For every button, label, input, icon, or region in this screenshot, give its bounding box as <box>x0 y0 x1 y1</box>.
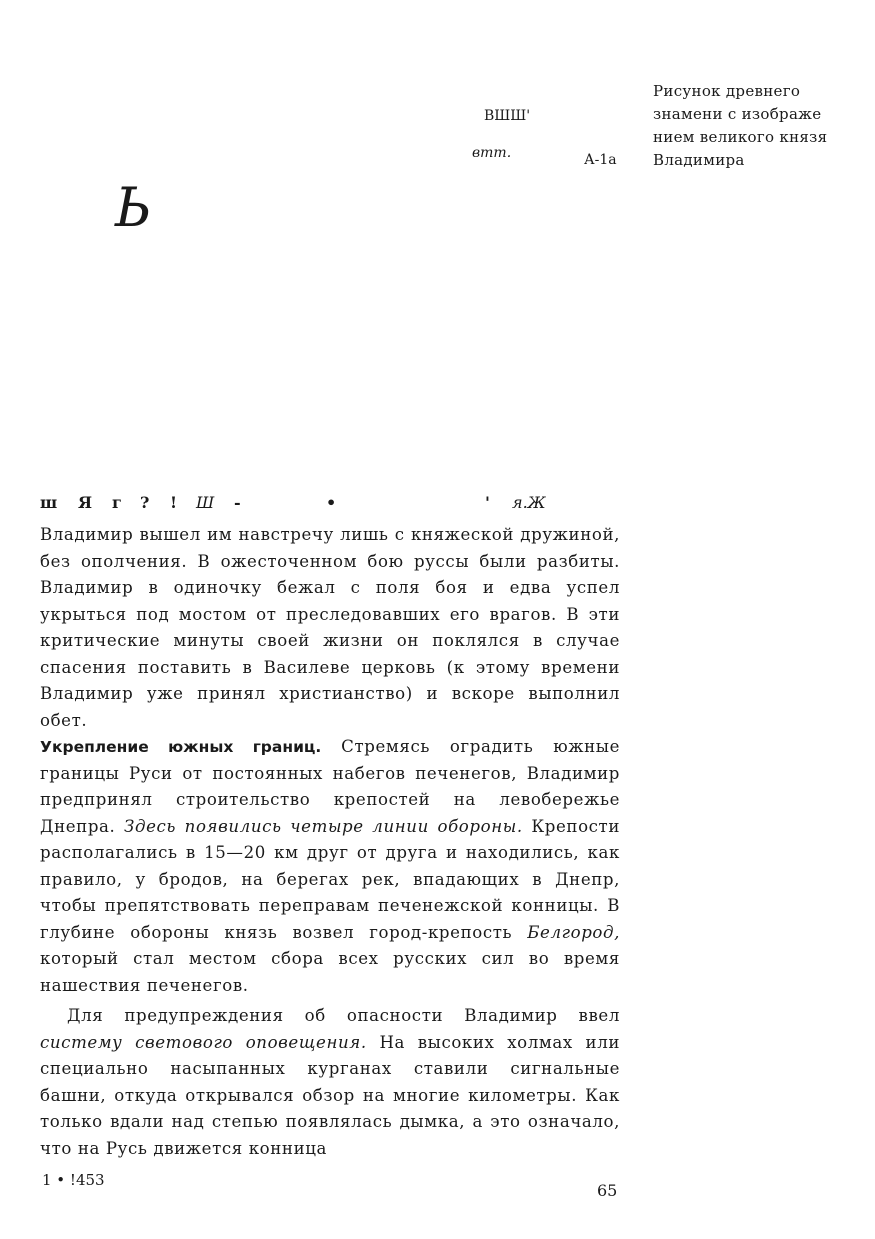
text-run: Крепости располагались в 15—20 км друг от друга и находились, как правило, у бродов, на берегах рек, впадающих в Днепр, чтобы препятствовать переправам печенежской конницы. В глубине обороны князь возвел город-крепость <box>40 816 620 942</box>
text-run: Для предупреждения об опасности Владимир ввел <box>67 1006 620 1025</box>
emphasis: систему светового оповещения. <box>40 1032 367 1052</box>
caption-line: нием великого князя <box>653 128 828 146</box>
noise-glyph: ш <box>40 493 58 512</box>
scrap-big-letter: Ь <box>115 176 152 239</box>
text-run: который стал местом сбора всех русских сил во время нашествия печенегов. <box>40 949 620 995</box>
noise-glyph: ? <box>140 493 150 512</box>
emphasis: Белгород, <box>527 922 620 942</box>
noise-glyph: - <box>234 493 241 512</box>
paragraph <box>40 734 620 999</box>
body-text <box>40 522 620 1162</box>
footer-print-mark: 1 • !453 <box>42 1171 105 1189</box>
ocr-noise-line <box>40 493 620 515</box>
page-number: 65 <box>597 1181 618 1200</box>
noise-glyph: ' <box>485 493 490 512</box>
caption-line: Рисунок древнего <box>653 82 801 100</box>
noise-glyph: • <box>326 493 337 512</box>
noise-glyph: я.Ж <box>512 493 546 512</box>
noise-glyph: Ш <box>196 493 215 512</box>
emphasis: Здесь появились четыре линии обороны. <box>124 816 523 836</box>
text-run: На высоких холмах или специально насыпанных курганах ставили сигнальные башни, откуда открывался обзор на многие километры. Как только вдали над степью появлялась дымка, а это означало, что на Русь движется конница <box>40 1032 620 1158</box>
scrap-text: ВШШ' <box>484 108 531 124</box>
noise-glyph: г <box>112 493 122 512</box>
paragraph <box>40 1003 620 1162</box>
section-heading: Укрепление южных границ. <box>40 738 322 756</box>
noise-glyph: ! <box>170 493 178 512</box>
scrap-text: втт. <box>472 145 512 161</box>
figure-caption <box>653 80 863 172</box>
caption-line: Владимира <box>653 151 745 169</box>
scrap-text: А-1а <box>584 152 617 168</box>
text-run: Стремясь оградить южные границы Руси от постоянных набегов печенегов, Владимир предпринял строительство крепостей на левобережье Днепра. <box>40 737 620 836</box>
caption-line: знамени с изображе <box>653 105 822 123</box>
paragraph: Владимир вышел им навстречу лишь с княжеской дружиной, без ополчения. В ожесточенном бою руссы были разбиты. Владимир в одиночку бежал с поля боя и едва успел укрыться под мостом от преследовавших его врагов. В эти критические минуты своей жизни он поклялся в случае спасения поставить в Василеве церковь (к этому времени Владимир уже принял христианство) и вскоре выполнил обет. <box>40 525 620 730</box>
noise-glyph: Я <box>78 493 93 512</box>
